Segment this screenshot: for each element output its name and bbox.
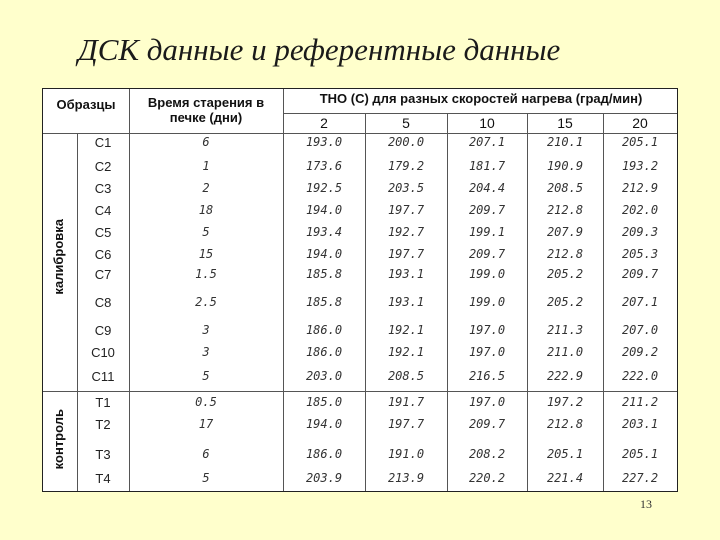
tno-value: 209.2 xyxy=(621,345,659,359)
tno-value: 197.2 xyxy=(546,395,584,409)
tno-value: 212.8 xyxy=(546,247,584,261)
sample-id: C9 xyxy=(94,323,112,338)
tno-value: 212.9 xyxy=(621,181,659,195)
tno-value: 207.1 xyxy=(621,295,659,309)
sample-id: T4 xyxy=(95,471,111,486)
tno-value: 197.0 xyxy=(468,395,506,409)
tno-value: 193.4 xyxy=(305,225,343,239)
aging-days: 0.5 xyxy=(195,395,217,409)
tno-value: 193.1 xyxy=(387,295,425,309)
header-rate-5: 5 xyxy=(402,115,410,131)
aging-days: 15 xyxy=(198,247,214,261)
header-bottom-divider xyxy=(43,133,677,134)
group-label-calibration: калибровка xyxy=(51,219,66,295)
tno-value: 204.4 xyxy=(468,181,506,195)
sample-id: C4 xyxy=(94,203,112,218)
tno-value: 194.0 xyxy=(305,247,343,261)
tno-value: 207.0 xyxy=(621,323,659,337)
header-rate-15: 15 xyxy=(557,115,573,131)
aging-days: 5 xyxy=(202,471,210,485)
tno-value: 203.9 xyxy=(305,471,343,485)
tno-value: 185.8 xyxy=(305,295,343,309)
tno-value: 209.3 xyxy=(621,225,659,239)
tno-value: 192.7 xyxy=(387,225,425,239)
tno-value: 222.0 xyxy=(621,369,659,383)
tno-value: 186.0 xyxy=(305,447,343,461)
tno-value: 199.0 xyxy=(468,295,506,309)
tno-value: 186.0 xyxy=(305,345,343,359)
tno-value: 197.0 xyxy=(468,345,506,359)
tno-value: 205.1 xyxy=(546,447,584,461)
tno-value: 207.1 xyxy=(468,135,506,149)
tno-value: 220.2 xyxy=(468,471,506,485)
tno-value: 194.0 xyxy=(305,417,343,431)
aging-days: 3 xyxy=(202,323,210,337)
aging-days: 6 xyxy=(202,447,210,461)
tno-value: 205.2 xyxy=(546,267,584,281)
header-rate-10: 10 xyxy=(479,115,495,131)
tno-value: 193.0 xyxy=(305,135,343,149)
sample-id: C3 xyxy=(94,181,112,196)
tno-value: 192.5 xyxy=(305,181,343,195)
aging-days: 5 xyxy=(202,369,210,383)
aging-days: 1.5 xyxy=(195,267,217,281)
tno-value: 185.0 xyxy=(305,395,343,409)
tno-value: 181.7 xyxy=(468,159,506,173)
tno-value: 199.1 xyxy=(468,225,506,239)
tno-value: 179.2 xyxy=(387,159,425,173)
sample-id: C10 xyxy=(91,345,115,360)
aging-days: 6 xyxy=(202,135,210,149)
sample-id: C11 xyxy=(91,369,115,384)
page-number: 13 xyxy=(640,497,652,511)
sample-id: T1 xyxy=(95,395,111,410)
tno-value: 208.2 xyxy=(468,447,506,461)
tno-value: 186.0 xyxy=(305,323,343,337)
sample-id: C5 xyxy=(94,225,112,240)
tno-value: 209.7 xyxy=(468,417,506,431)
sample-id: C8 xyxy=(94,295,112,310)
sample-id: C2 xyxy=(94,159,112,174)
tno-value: 205.2 xyxy=(546,295,584,309)
sample-id: T2 xyxy=(95,417,111,432)
dsc-data-table xyxy=(42,88,678,492)
aging-days: 17 xyxy=(198,417,214,431)
tno-value: 173.6 xyxy=(305,159,343,173)
tno-value: 193.2 xyxy=(621,159,659,173)
tno-value: 205.3 xyxy=(621,247,659,261)
tno-value: 207.9 xyxy=(546,225,584,239)
aging-days: 1 xyxy=(202,159,210,173)
tno-value: 227.2 xyxy=(621,471,659,485)
tno-value: 197.7 xyxy=(387,247,425,261)
tno-value: 199.0 xyxy=(468,267,506,281)
aging-days: 3 xyxy=(202,345,210,359)
tno-value: 216.5 xyxy=(468,369,506,383)
sample-id: T3 xyxy=(95,447,111,462)
tno-value: 208.5 xyxy=(387,369,425,383)
aging-days: 18 xyxy=(198,203,214,217)
tno-value: 205.1 xyxy=(621,135,659,149)
tno-value: 200.0 xyxy=(387,135,425,149)
header-rate-20: 20 xyxy=(632,115,648,131)
tno-value: 192.1 xyxy=(387,345,425,359)
tno-value: 222.9 xyxy=(546,369,584,383)
slide-title: ДСК данные и референтные данные xyxy=(78,32,561,67)
sample-id: C6 xyxy=(94,247,112,262)
aging-days: 5 xyxy=(202,225,210,239)
header-tno: ТНО (С) для разных скоростей нагрева (град/мин) xyxy=(319,91,643,106)
tno-value: 210.1 xyxy=(546,135,584,149)
tno-value: 212.8 xyxy=(546,203,584,217)
tno-value: 208.5 xyxy=(546,181,584,195)
tno-value: 211.3 xyxy=(546,323,584,337)
tno-value: 190.9 xyxy=(546,159,584,173)
tno-value: 212.8 xyxy=(546,417,584,431)
aging-days: 2.5 xyxy=(195,295,217,309)
tno-value: 197.7 xyxy=(387,417,425,431)
tno-value: 209.7 xyxy=(468,203,506,217)
tno-value: 191.0 xyxy=(387,447,425,461)
tno-value: 205.1 xyxy=(621,447,659,461)
tno-value: 185.8 xyxy=(305,267,343,281)
aging-days: 2 xyxy=(202,181,210,195)
tno-value: 211.2 xyxy=(621,395,659,409)
tno-value: 209.7 xyxy=(621,267,659,281)
tno-value: 221.4 xyxy=(546,471,584,485)
tno-value: 209.7 xyxy=(468,247,506,261)
group-divider xyxy=(43,391,677,392)
header-aging-time: Время старения в печке (дни) xyxy=(147,95,265,125)
tno-value: 213.9 xyxy=(387,471,425,485)
tno-value: 197.7 xyxy=(387,203,425,217)
sample-id: C1 xyxy=(94,135,112,150)
group-label-control: контроль xyxy=(51,409,66,470)
tno-value: 197.0 xyxy=(468,323,506,337)
tno-value: 202.0 xyxy=(621,203,659,217)
sample-id: C7 xyxy=(94,267,112,282)
tno-value: 191.7 xyxy=(387,395,425,409)
header-rate-2: 2 xyxy=(320,115,328,131)
tno-value: 211.0 xyxy=(546,345,584,359)
tno-value: 203.5 xyxy=(387,181,425,195)
tno-value: 192.1 xyxy=(387,323,425,337)
tno-value: 193.1 xyxy=(387,267,425,281)
tno-value: 203.1 xyxy=(621,417,659,431)
row-divider xyxy=(283,113,677,114)
header-samples: Образцы xyxy=(56,97,116,112)
tno-value: 194.0 xyxy=(305,203,343,217)
tno-value: 203.0 xyxy=(305,369,343,383)
